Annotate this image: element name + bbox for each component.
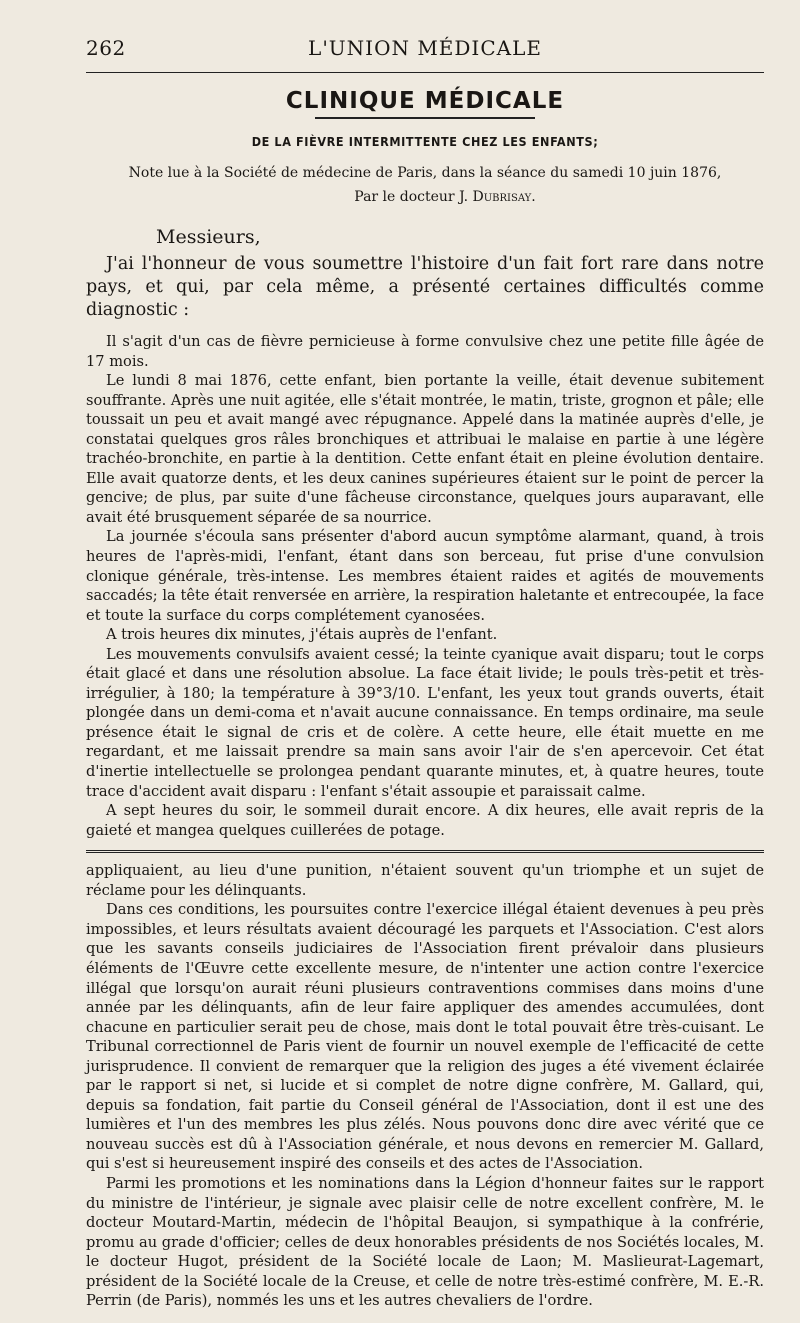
article-heading: DE LA FIÈVRE INTERMITTENTE CHEZ LES ENFANTS; <box>251 134 599 149</box>
section-title-rule <box>315 117 535 119</box>
byline-prefix: Par le docteur J. <box>354 189 473 205</box>
body-paragraph: A sept heures du soir, le sommeil durait encore. A dix heures, elle avait repris de la gaieté et mangea quelques cuillerées de potage. <box>86 802 764 839</box>
section-separator <box>86 850 764 853</box>
journal-name: L'UNION MÉDICALE <box>308 36 542 60</box>
article-body <box>86 332 764 840</box>
body-paragraph: Les mouvements convulsifs avaient cessé; la teinte cyanique avait disparu; tout le corps était glacé et dans une résolution absolue. La face était livide; le pouls très-petit et très-irrégulier, à 180; la température à 39°3/10. L'enfant, les yeux tout grands ouverts, était plongée dans un demi-coma et n'avait aucune connaissance. En temps ordinaire, ma seule présence était le signal de cris et de colère. A cette heure, elle était muette en me regardant, et me laissait prendre sa main sans avoir l'air de s'en apercevoir. Cet état d'inertie intellectuelle se prolongea pendant quarante minutes, et, à quatre heures, toute trace d'accident avait disparu : l'enfant s'était assoupie et paraissait calme. <box>86 645 764 800</box>
section-title: CLINIQUE MÉDICALE <box>285 88 565 114</box>
running-head <box>86 28 764 68</box>
continuation-paragraph: appliquaient, au lieu d'une punition, n'étaient souvent qu'un triomphe et un sujet de réclame pour les délinquants. <box>86 862 764 899</box>
continuation-paragraph: Parmi les promotions et les nominations dans la Légion d'honneur faites sur le rapport du ministre de l'intérieur, je signale avec plaisir celle de notre excellent confrère, M. le docteur Moutard-Martin, médecin de l'hôpital Beaujon, si sympathique à la confrérie, promu au grade d'officier; celles de deux honorables présidents de nos Sociétés locales, M. le docteur Hugot, président de la Société locale de Laon; M. Maslieurat-Lagemart, président de la Société locale de la Creuse, et celle de notre très-estimé confrère, M. E.-R. Perrin (de Paris), nommés les uns et les autres chevaliers de l'ordre. <box>86 1174 764 1310</box>
lead-paragraph: J'ai l'honneur de vous soumettre l'histoire d'un fait fort rare dans notre pays, et qui, par cela même, a présenté certaines difficultés comme diagnostic : <box>86 254 764 320</box>
body-paragraph: Le lundi 8 mai 1876, cette enfant, bien portante la veille, était devenue subitement souffrante. Après une nuit agitée, elle s'était montrée, le matin, triste, grognon et pâle; elle toussait un peu et avait mangé avec répugnance. Appelé dans la matinée auprès d'elle, je constatai quelques gros râles bronchiques et attribuai le malaise en partie à une légère trachéo-bronchite, en partie à la dentition. Cette enfant était en pleine évolution dentaire. Elle avait quatorze dents, et les deux canines supérieures étaient sur le point de percer la gencive; de plus, par suite d'une fâcheuse circonstance, quelques jours auparavant, elle avait été brusquement séparée de sa nourrice. <box>86 372 765 526</box>
salutation: Messieurs, <box>156 226 261 248</box>
body-paragraph: Il s'agit d'un cas de fièvre pernicieuse à forme convulsive chez une petite fille âgée de 17 mois. <box>86 333 764 370</box>
article-byline <box>86 187 764 207</box>
article-note: Note lue à la Société de médecine de Paris, dans la séance du samedi 10 juin 1876, <box>128 165 722 181</box>
continuation-paragraph: Dans ces conditions, les poursuites contre l'exercice illégal étaient devenues à peu près impossibles, et leurs résultats avaient découragé les parquets et l'Association. C'est alors que les savants conseils judiciaires de l'Association firent prévaloir dans plusieurs éléments de l'Œuvre cette excellente mesure, de n'intenter une action contre l'exercice illégal que lorsqu'on aurait réuni plusieurs contraventions commises dans moins d'une année par les délinquants, afin de leur faire appliquer des amendes accumulées, dont chacune en particulier serait peu de chose, mais dont le total pouvait être très-cuisant. Le Tribunal correctionnel de Paris vient de fournir un nouvel exemple de l'efficacité de cette jurisprudence. Il convient de remarquer que la religion des juges a été vivement éclairée par le rapport si net, si lucide et si complet de notre digne confrère, M. Gallard, qui, depuis sa fondation, fait partie du Conseil général de l'Association, dont il est une des lumières et l'un des membres les plus zélés. Nous pouvons donc dire avec vérité que ce nouveau succès est dû à l'Association générale, et nous devons en remercier M. Gallard, qui s'est si heureusement inspiré des conseils et des actes de l'Association. <box>86 901 764 1173</box>
header-rule <box>86 72 764 73</box>
author-name: Dubrisay. <box>472 189 536 205</box>
body-paragraph: La journée s'écoula sans présenter d'abord aucun symptôme alarmant, quand, à trois heures de l'après-midi, l'enfant, étant dans son berceau, fut prise d'une convulsion clonique générale, très-intense. Les membres étaient raides et agités de mouvements saccadés; la tête était renversée en arrière, la respiration haletante et entrecoupée, la face et toute la surface du corps complétement cyanosées. <box>86 528 764 624</box>
continuation-body <box>86 861 764 1311</box>
page-number: 262 <box>86 36 126 60</box>
body-paragraph: A trois heures dix minutes, j'étais auprès de l'enfant. <box>106 626 498 644</box>
